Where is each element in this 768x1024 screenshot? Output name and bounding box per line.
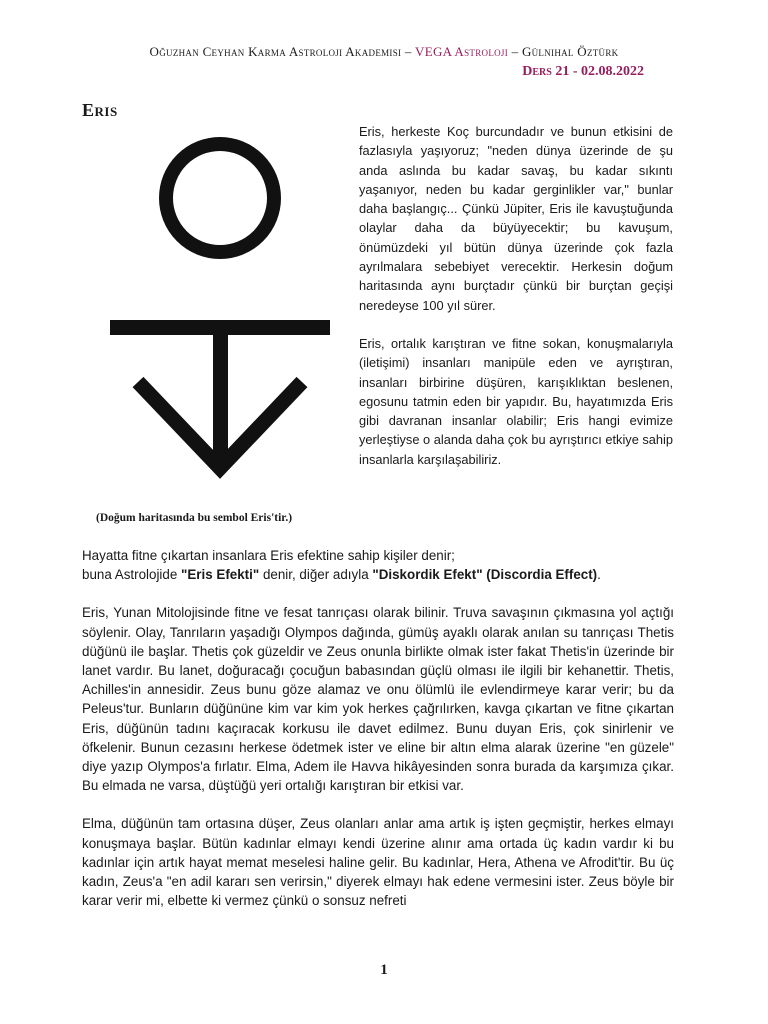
intro-paragraph <box>82 546 674 584</box>
discordia-effect-term: "Diskordik Efekt" (Discordia Effect) <box>372 567 598 583</box>
side-paragraph: Eris, herkeste Koç burcundadır ve bunun etkisini de fazlasıyla yaşıyoruz; "neden dünya üzerinde de şu anda aslında bu kadar savaş, bu kadar sıkıntı yaşanıyor, neden bu kadar gerginlikler var," bunlar daha başlangıç... Çünkü Jüpiter, Eris ile kavuştuğunda olaylar daha da büyüyecektir; bu kavuşum, önümüzdeki yıl bütün dünya üzerinde çok fazla ayrılmalara sebebiyet verecektir. Herkesin doğum haritasında aynı burçtadır çünkü bir burçtan geçişi neredeyse 100 yıl sürer. <box>359 124 673 313</box>
intro-text: buna Astrolojide <box>82 567 182 583</box>
intro-text: denir, diğer adıyla <box>259 567 373 583</box>
header-separator: – <box>508 44 522 59</box>
side-paragraph: Eris, ortalık karıştıran ve fitne sokan, konuşmalarıyla (iletişimi) insanları manipüle eden ve ayrıştıran, insanları birbirine düşüren, karışıklıktan beslenen, egosunu tatmin eden bir yapıdır. Bu, hayatımızda Eris gibi davranan insanlar olabilir; Eris hangi evimize yerleştiyse o alanda daha çok bu ayrıştırıcı etkiye sahip insanlarla karşılaşabiliriz. <box>359 335 673 467</box>
eris-symbol-stem <box>213 320 228 460</box>
running-header <box>0 44 768 60</box>
header-separator: – <box>401 44 416 59</box>
intro-text: . <box>597 567 601 583</box>
eris-symbol-circle <box>166 144 274 252</box>
intro-line-1: Hayatta fitne çıkartan insanlara Eris efektine sahip kişiler denir; <box>82 548 455 563</box>
lesson-label: Ders 21 - 02.08.2022 <box>522 64 644 79</box>
main-column <box>82 546 674 929</box>
body-paragraph: Elma, düğünün tam ortasına düşer, Zeus olanları anlar ama artık iş işten geçmiştir, herkes elmayı konuşmaya başlar. Bütün kadınlar elmayı kendi üzerine alınır ama ortada üç kadın vardır ki bu kadınlar için artık hayat memat meselesi haline gelir. Bu kadınlar, Hera, Athena ve Afrodit'tir. Bu üç kadın, Zeus'a "en adil kararı sen verirsin," diyerek elmayı hak edene vermesini ister. Zeus böyle bir karar verir mi, elbette ki vermez çünkü o sonsuz nefreti <box>82 816 674 909</box>
brand-name: VEGA Astroloji <box>415 44 509 59</box>
eris-symbol-icon <box>110 128 330 488</box>
author-name: Gülnihal Öztürk <box>521 44 619 59</box>
body-paragraph: Eris, Yunan Mitolojisinde fitne ve fesat tanrıçası olarak bilinir. Truva savaşının çıkmasına yol açtığı söylenir. Olay, Tanrıların yaşadığı Olympos dağında, gümüş ayaklı olarak anılan su tanrıçası Thetis düğünü ile başlar. Thetis çok güzeldir ve Zeus onunla birlikte olmak ister fakat Thetis'in üzerinde bir lanet vardır. Bu lanet, doğuracağı çocuğun babasından güçlü olması ile ilgili bir kehanettir. Thetis, Achilles'in annesidir. Zeus bunu göze alamaz ve onu ölümlü ile evlendirmeye karar verir; bu da Peleus'tur. Bunların düğününe kim var kim yok herkes çağrılırken, kavga çıkartan ve fitne çıkartan Eris, düğünün tadını kaçıracak korkusu ile davet edilmez. Bunu duyan Eris, çok sinirlenir ve öfkelenir. Bunun cezasını herkese ödetmek ister ve eline bir altın elma alarak üzerine "en güzele" diye yazıp Olympos'a fırlatır. Elma, Adem ile Havva hikâyesinden sonra burada da karşımıza çıkar. Bu elmada ne varsa, düştüğü yeri ortalığı karıştıran bir etkisi var. <box>82 605 674 794</box>
symbol-caption: (Doğum haritasında bu sembol Eris'tir.) <box>96 512 293 524</box>
page-number: 1 <box>380 962 388 978</box>
academy-name: Oğuzhan Ceyhan Karma Astroloji Akademisi <box>149 44 402 59</box>
page-title: Eris <box>82 100 118 120</box>
eris-effect-term: "Eris Efekti" <box>181 567 260 583</box>
side-column <box>359 122 673 488</box>
